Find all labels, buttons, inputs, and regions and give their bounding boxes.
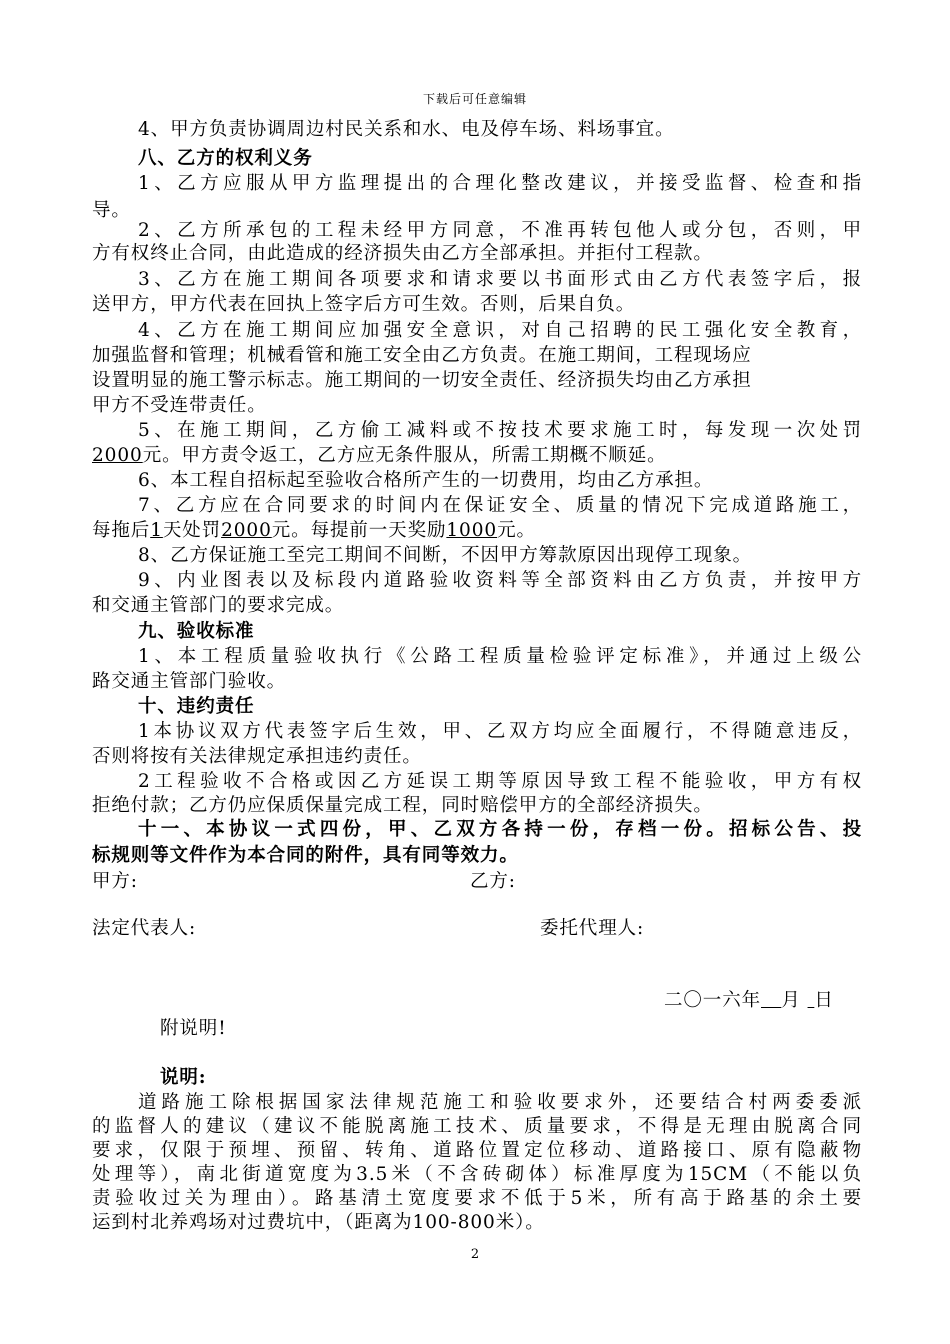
date-month: 月 <box>781 990 801 1011</box>
explanation-heading: 说明: <box>160 1067 207 1088</box>
clause-8-4-cont2: 设置明显的施工警示标志。施工期间的一切安全责任、经济损失均由乙方承担 <box>92 370 752 391</box>
clause-10-2-cont: 拒绝付款；乙方仍应保质保量完成工程，同时赔偿甲方的全部经济损失。 <box>92 795 713 816</box>
clause-8-9: 9、内业图表以及标段内道路验收资料等全部资料由乙方负责，并按甲方 <box>138 570 862 591</box>
text-segment: 每拖后 <box>92 520 151 541</box>
clause-8-4-cont3: 甲方不受连带责任。 <box>92 395 267 416</box>
clause-8-3-cont: 送甲方，甲方代表在回执上签字后方可生效。否则，后果自负。 <box>92 294 636 315</box>
section-heading-11: 十一、本协议一式四份，甲、乙双方各持一份，存档一份。招标公告、投 <box>138 819 862 840</box>
explanation-line-4: 处理等），南北街道宽度为3.5米（不含砖砌体）标准厚度为15CM（不能以负 <box>92 1164 862 1185</box>
clause-10-1-cont: 否则将按有关法律规定承担违约责任。 <box>92 746 422 767</box>
page-number: 2 <box>470 1247 480 1262</box>
clause-8-7: 7、乙方应在合同要求的时间内在保证安全、质量的情况下完成道路施工， <box>138 495 862 516</box>
clause-8-5-text: 元。甲方责令返工，乙方应无条件服从，所需工期概不顺延。 <box>142 445 667 466</box>
clause-10-2: 2工程验收不合格或因乙方延误工期等原因导致工程不能验收，甲方有权 <box>138 771 862 792</box>
explanation-line-2: 的监督人的建议（建议不能脱离施工技术、质量要求，不得是无理由脱离合同 <box>92 1116 862 1137</box>
fine-amount: 2000 <box>92 445 143 466</box>
clause-8-5-cont <box>92 443 862 469</box>
section-heading-10: 十、违约责任 <box>138 696 255 717</box>
explanation-line-5: 责验收过关为理由）。路基清土宽度要求不低于5米，所有高于路基的余土要 <box>92 1188 862 1209</box>
text-segment: 天处罚 <box>162 520 222 541</box>
clause-8-4-cont1: 加强监督和管理；机械看管和施工安全由乙方负责。在施工期间，工程现场应 <box>92 345 752 366</box>
clause-8-5: 5、在施工期间，乙方偷工减料或不按技术要求施工时，每发现一次处罚 <box>138 420 862 441</box>
delay-days: 1 <box>150 520 163 541</box>
clause-8-1-cont: 导。 <box>92 200 131 221</box>
page-header: 下载后可任意编辑 <box>422 92 527 106</box>
text-segment: 元。 <box>497 520 536 541</box>
clause-9-1-cont: 路交通主管部门验收。 <box>92 671 287 692</box>
clause-8-3: 3、乙方在施工期间各项要求和请求要以书面形式由乙方代表签字后，报 <box>138 269 862 290</box>
clause-8-6: 6、本工程自招标起至验收合格所产生的一切费用，均由乙方承担。 <box>138 470 714 491</box>
clause-8-1: 1、乙方应服从甲方监理提出的合理化整改建议，并接受监督、检查和指 <box>138 173 862 194</box>
agent-label: 委托代理人: <box>540 918 645 939</box>
party-a-label: 甲方: <box>92 871 138 892</box>
clause-10-1: 1本协议双方代表签字后生效，甲、乙双方均应全面履行，不得随意违反， <box>138 721 862 742</box>
clause-8-9-cont: 和交通主管部门的要求完成。 <box>92 595 345 616</box>
clause-8-7-cont <box>92 518 862 544</box>
section-heading-11-cont: 标规则等文件作为本合同的附件，具有同等效力。 <box>92 845 519 866</box>
date-day: 日 <box>814 990 834 1011</box>
clause-8-8: 8、乙方保证施工至完工期间不间断，不因甲方筹款原因出现停工现象。 <box>138 545 753 566</box>
appendix-note: 附说明! <box>160 1018 227 1039</box>
explanation-line-3: 要求，仅限于预埋、预留、转角、道路位置定位移动、道路接口、原有隐蔽物 <box>92 1140 862 1161</box>
party-b-label: 乙方: <box>470 871 516 892</box>
date-line <box>664 988 864 1014</box>
date-year: 二〇一六年 <box>664 990 762 1011</box>
clause-7-4: 4、甲方负责协调周边村民关系和水、电及停车场、料场事宜。 <box>138 119 675 140</box>
section-heading-8: 八、乙方的权利义务 <box>138 148 313 169</box>
clause-9-1: 1、本工程质量验收执行《公路工程质量检验评定标准》，并通过上级公 <box>138 646 862 667</box>
explanation-line-6: 运到村北养鸡场对过费坑中，（距离为100-800米）。 <box>92 1212 545 1233</box>
text-segment: 元。每提前一天奖励 <box>271 520 447 541</box>
clause-8-2: 2、乙方所承包的工程未经甲方同意，不准再转包他人或分包，否则，甲 <box>138 220 862 241</box>
clause-8-2-cont: 方有权终止合同，由此造成的经济损失由乙方全部承担。并拒付工程款。 <box>92 243 713 264</box>
legal-rep-label: 法定代表人: <box>92 918 197 939</box>
reward-amount: 1000 <box>446 520 498 541</box>
penalty-amount: 2000 <box>221 520 272 541</box>
section-heading-9: 九、验收标准 <box>138 621 255 642</box>
explanation-line-1: 道路施工除根据国家法律规范施工和验收要求外，还要结合村两委委派 <box>138 1092 862 1113</box>
clause-8-4: 4、乙方在施工期间应加强安全意识，对自己招聘的民工强化安全教育， <box>138 320 862 341</box>
